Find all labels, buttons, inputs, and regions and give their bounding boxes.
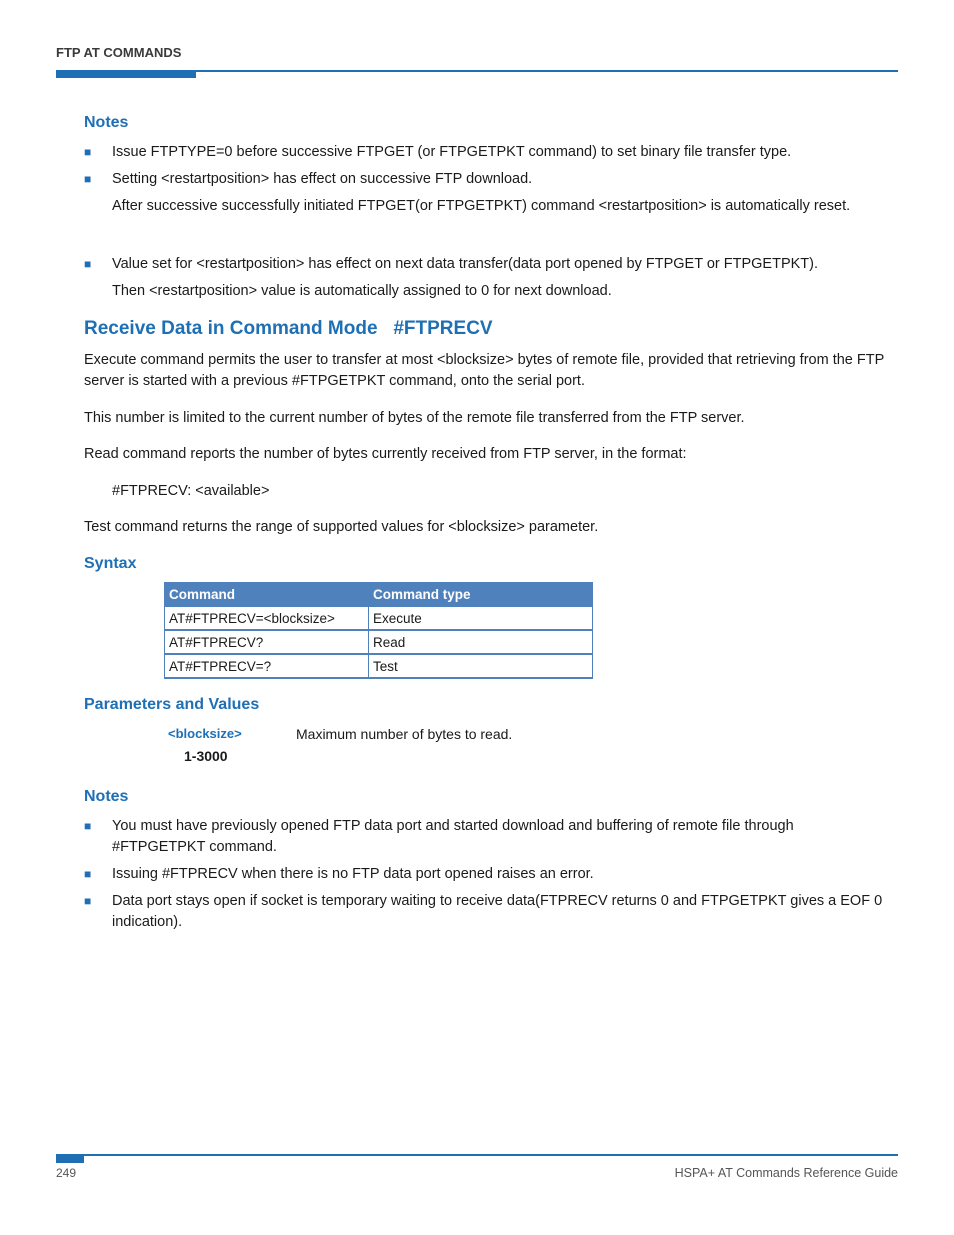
list-item: ■ Setting <restartposition> has effect on successive FTP download.: [84, 169, 884, 190]
running-header: FTP AT COMMANDS: [56, 45, 182, 60]
square-bullet-icon: ■: [84, 172, 92, 186]
syntax-table: [164, 582, 593, 679]
list-item: ■ Data port stays open if socket is temporary waiting to receive data(FTPRECV returns 0 and FTPGETPKT gives a EOF 0 indication).: [84, 893, 883, 930]
paragraph: Read command reports the number of bytes currently received from FTP server, in the format:: [84, 446, 687, 462]
parameter-name: <blocksize>: [168, 726, 242, 741]
parameter-value: 1-3000: [184, 748, 228, 764]
table-header-row: [165, 583, 593, 607]
list-item: ■ Issuing #FTPRECV when there is no FTP data port opened raises an error.: [84, 864, 884, 885]
parameter-description: Maximum number of bytes to read.: [296, 726, 513, 742]
table-cell: Read: [369, 630, 593, 654]
table-row: [165, 607, 593, 631]
square-bullet-icon: ■: [84, 145, 92, 159]
list-item: ■ Issue FTPTYPE=0 before successive FTPGET (or FTPGETPKT command) to set binary file transfer type.: [84, 142, 884, 163]
square-bullet-icon: ■: [84, 894, 92, 908]
footer-tab: [56, 1154, 84, 1163]
table-cell: AT#FTPRECV?: [165, 630, 369, 654]
syntax-heading: Syntax: [84, 555, 137, 572]
document-title: HSPA+ AT Commands Reference Guide: [674, 1166, 898, 1180]
format-line: #FTPRECV: <available>: [112, 483, 270, 499]
list-item: ■ You must have previously opened FTP data port and started download and buffering of remote file through #FTPGETPKT command.: [84, 818, 794, 855]
paragraph: This number is limited to the current number of bytes of the remote file transferred from the FTP server.: [84, 410, 745, 426]
table-cell: AT#FTPRECV=?: [165, 654, 369, 678]
table-cell: Test: [369, 654, 593, 678]
paragraph: Execute command permits the user to transfer at most <blocksize> bytes of remote file, provided that retrieving from the FTP server is started with a previous #FTPGETPKT command, onto the serial port.: [84, 352, 884, 389]
note-continuation: After successive successfully initiated FTPGET(or FTPGETPKT) command <restartposition> is automatically reset.: [112, 198, 851, 214]
paragraph: Test command returns the range of supported values for <blocksize> parameter.: [84, 519, 599, 535]
footer-rule: [56, 1154, 898, 1156]
column-header: Command: [165, 583, 369, 607]
notes-heading: Notes: [84, 788, 129, 805]
square-bullet-icon: ■: [84, 257, 92, 271]
table-cell: AT#FTPRECV=<blocksize>: [165, 607, 369, 631]
notes-heading: Notes: [84, 114, 129, 131]
table-cell: Execute: [369, 607, 593, 631]
header-tab: [56, 70, 196, 78]
page-number: 249: [56, 1166, 77, 1180]
note-continuation: Then <restartposition> value is automatically assigned to 0 for next download.: [112, 283, 612, 299]
square-bullet-icon: ■: [84, 867, 92, 881]
parameters-heading: Parameters and Values: [84, 696, 260, 713]
table-row: [165, 654, 593, 678]
square-bullet-icon: ■: [84, 819, 92, 833]
section-title: Receive Data in Command Mode #FTPRECV: [84, 318, 493, 339]
column-header: Command type: [369, 583, 593, 607]
list-item: ■ Value set for <restartposition> has effect on next data transfer(data port opened by FTPGET or FTPGETPKT).: [84, 254, 884, 275]
table-row: [165, 630, 593, 654]
